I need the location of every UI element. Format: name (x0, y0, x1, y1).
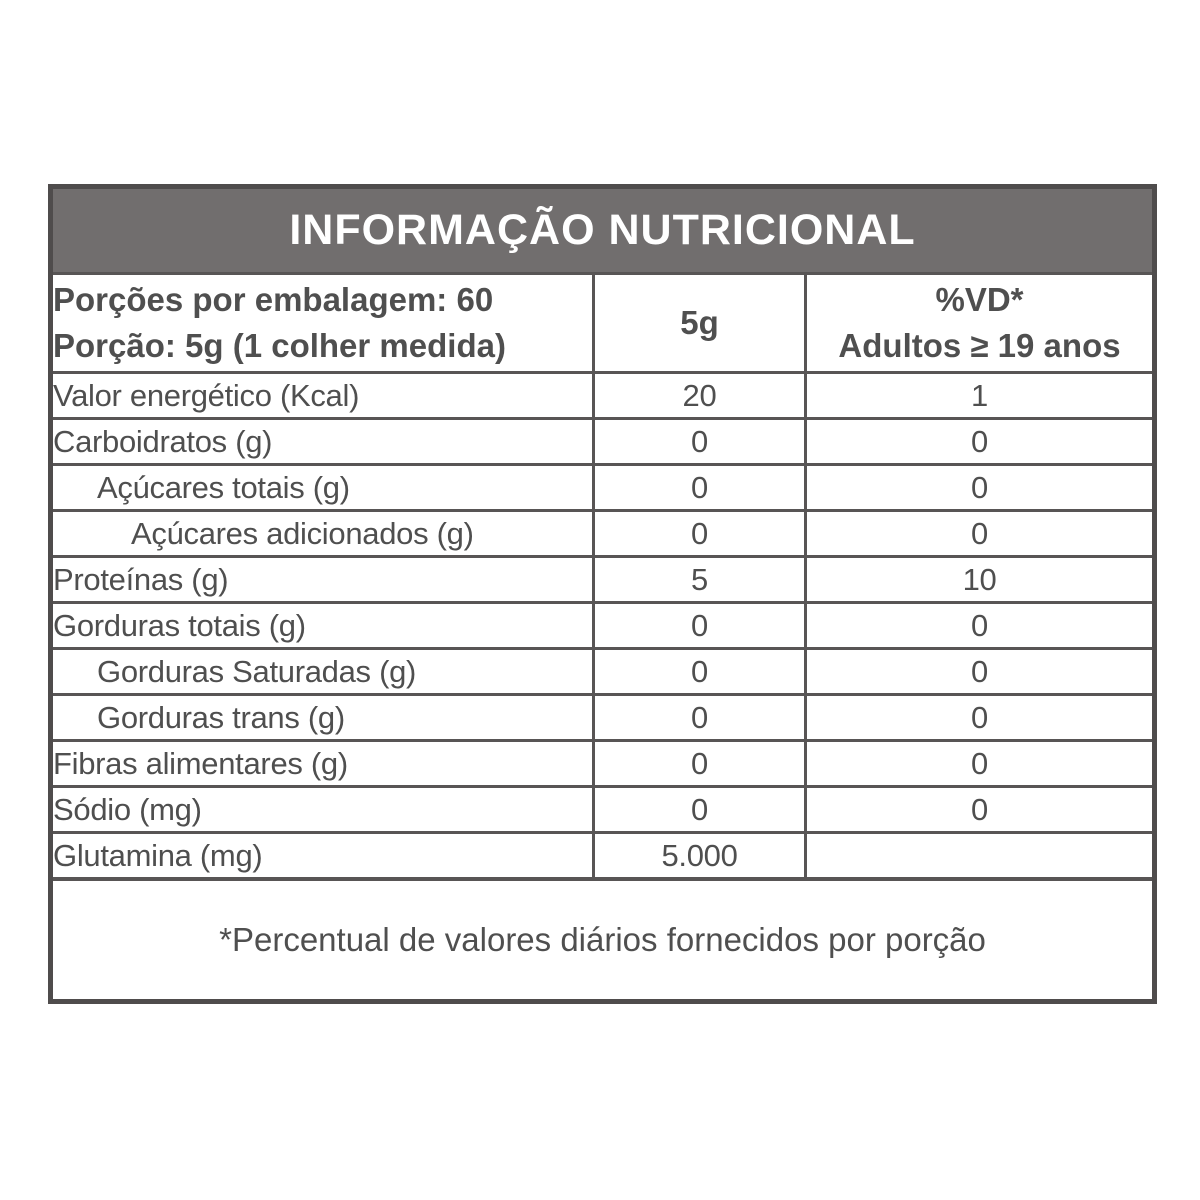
nutrient-row (51, 649, 1155, 695)
nutrient-row (51, 511, 1155, 557)
amount-value: 0 (594, 419, 806, 465)
amount-column-header: 5g (594, 274, 806, 373)
vd-header: %VD* (935, 281, 1024, 319)
vd-value: 0 (806, 419, 1155, 465)
nutrient-label: Sódio (mg) (51, 787, 594, 833)
nutrient-label: Gorduras trans (g) (51, 695, 594, 741)
vd-column-header-cell (806, 274, 1155, 373)
amount-value: 20 (594, 373, 806, 419)
title-row (51, 187, 1155, 274)
servings-header-cell (51, 274, 594, 373)
nutrient-row (51, 603, 1155, 649)
amount-value: 0 (594, 511, 806, 557)
amount-value: 0 (594, 465, 806, 511)
nutrient-row (51, 465, 1155, 511)
daily-values-footnote: *Percentual de valores diários fornecidos por porção (51, 879, 1155, 1002)
nutrient-row (51, 741, 1155, 787)
amount-value: 0 (594, 603, 806, 649)
column-header-row (51, 274, 1155, 373)
nutrient-row (51, 695, 1155, 741)
amount-value: 0 (594, 649, 806, 695)
nutrient-label: Carboidratos (g) (51, 419, 594, 465)
vd-value: 0 (806, 511, 1155, 557)
vd-value: 0 (806, 787, 1155, 833)
amount-value: 5.000 (594, 833, 806, 880)
nutrient-row (51, 833, 1155, 880)
vd-value: 10 (806, 557, 1155, 603)
serving-size: Porção: 5g (1 colher medida) (53, 327, 506, 364)
servings-per-package: Porções por embalagem: 60 (53, 281, 494, 319)
nutrient-row (51, 557, 1155, 603)
nutrient-label: Fibras alimentares (g) (51, 741, 594, 787)
vd-value: 1 (806, 373, 1155, 419)
vd-value: 0 (806, 465, 1155, 511)
nutrient-label: Açúcares adicionados (g) (51, 511, 594, 557)
amount-value: 5 (594, 557, 806, 603)
table-title: INFORMAÇÃO NUTRICIONAL (51, 187, 1155, 274)
amount-value: 0 (594, 741, 806, 787)
footnote-row (51, 879, 1155, 1002)
vd-value: 0 (806, 603, 1155, 649)
vd-value (806, 833, 1155, 880)
vd-value: 0 (806, 741, 1155, 787)
nutrient-row (51, 373, 1155, 419)
amount-value: 0 (594, 787, 806, 833)
nutrient-label: Valor energético (Kcal) (51, 373, 594, 419)
nutrient-label: Açúcares totais (g) (51, 465, 594, 511)
nutrient-row (51, 419, 1155, 465)
vd-value: 0 (806, 695, 1155, 741)
nutrition-facts-table (48, 184, 1157, 1004)
vd-subheader: Adultos ≥ 19 anos (838, 327, 1121, 364)
nutrient-label: Proteínas (g) (51, 557, 594, 603)
vd-value: 0 (806, 649, 1155, 695)
nutrient-row (51, 787, 1155, 833)
amount-value: 0 (594, 695, 806, 741)
nutrient-label: Gorduras Saturadas (g) (51, 649, 594, 695)
nutrient-label: Gorduras totais (g) (51, 603, 594, 649)
nutrient-label: Glutamina (mg) (51, 833, 594, 880)
